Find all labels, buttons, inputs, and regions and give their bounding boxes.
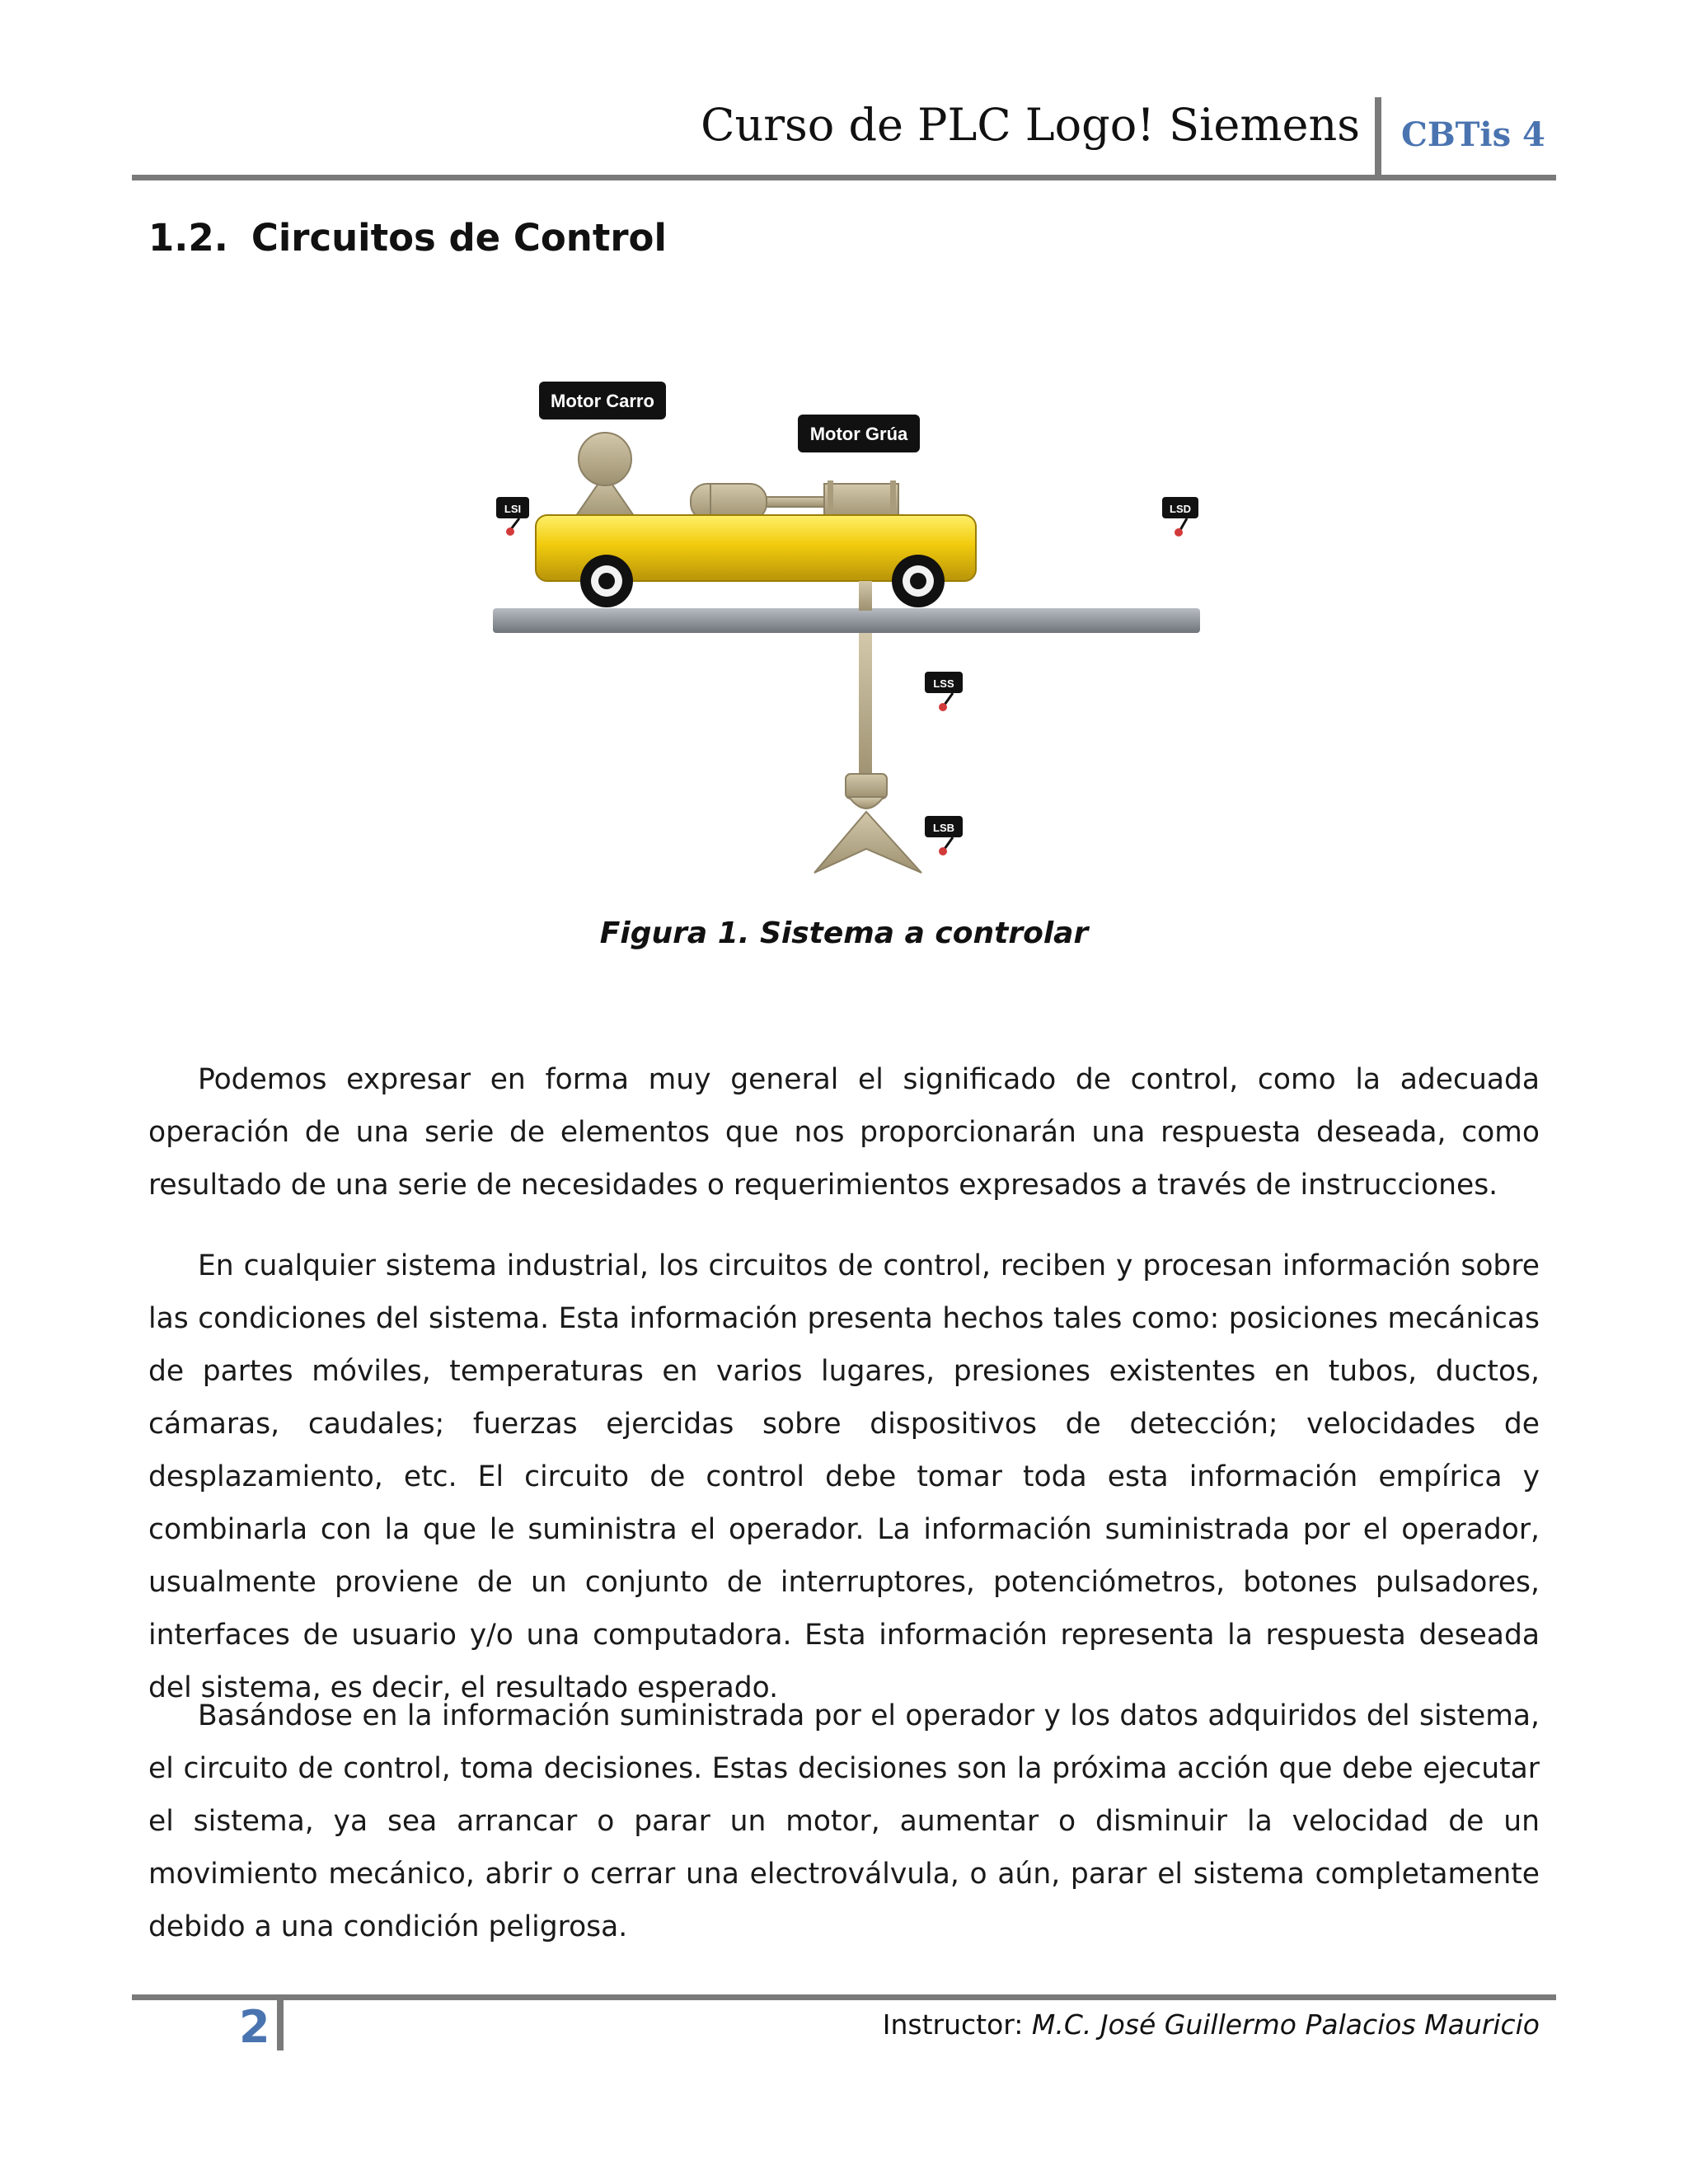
body-paragraph: Podemos expresar en forma muy general el significado de control, como la adecuada operación de una serie de elementos que nos proporcionarán una respuesta deseada, como resultado de una serie de necesidades o requerimientos expresados a través de instrucciones. [148,1063,1540,1202]
crane-diagram [486,375,1212,878]
header-title: Curso de PLC Logo! Siemens [701,99,1360,151]
motor-grua-text: Motor Grúa [809,424,908,444]
instructor-name: M.C. José Guillermo Palacios Mauricio [1031,2008,1540,2041]
figure-system-diagram [486,375,1212,878]
cart-wheel-right [892,555,945,607]
sensor-lsd [1162,497,1198,537]
header-school: CBTis 4 [1401,115,1545,154]
cart-wheel-left [580,555,633,607]
header-rule [132,175,1556,180]
section-heading [148,216,667,260]
footer-rule [132,1994,1556,2000]
body-paragraph: En cualquier sistema industrial, los circuitos de control, reciben y procesan información sobre las condiciones del sistema. Esta información presenta hechos tales como: posiciones mecánicas de partes móviles, temperaturas en varios lugares, presiones existentes en tubos, ductos, cámaras, caudales; fuerzas ejercidas sobre dispositivos de detección; velocidades de desplazamiento, etc. El circuito de control debe tomar toda esta información empírica y combinarla con la que le suministra el operador. La información suministrada por el operador, usualmente proviene de un conjunto de interruptores, potenciómetros, botones pulsadores, interfaces de usuario y/o una computadora. Esta información representa la respuesta deseada del sistema, es decir, el resultado esperado. [148,1249,1540,1704]
motor-grua-label [798,415,920,452]
motor-carro-text: Motor Carro [551,391,654,411]
section-title: Circuitos de Control [251,216,667,260]
figure-caption: Figura 1. Sistema a controlar [599,916,1089,950]
motor-carro-label [539,382,666,419]
header-divider [1375,97,1381,176]
sensor-lsb-label: LSB [933,822,954,834]
sensor-lsi-label: LSI [504,503,522,515]
sensor-lsb [925,816,963,855]
body-paragraph: Basándose en la información suministrada por el operador y los datos adquiridos del sistema, el circuito de control, toma decisiones. Estas decisiones son la próxima acción que debe ejecutar el sistema, ya sea arrancar o parar un motor, aumentar o disminuir la velocidad de un movimiento mecánico, abrir o cerrar una electroválvula, o aún, parar el sistema completamente debido a una condición peligrosa. [148,1699,1540,1943]
footer-divider [277,1994,284,2050]
rail-beam [493,608,1200,633]
crane-hook [814,774,921,873]
sensor-lsi [496,497,529,536]
sensor-lss [925,672,963,711]
motor-carro-icon [572,433,638,522]
page-number: 2 [239,2001,270,2053]
footer-instructor [883,2008,1540,2043]
instructor-label: Instructor: [882,2008,1024,2041]
sensor-lss-label: LSS [933,677,954,690]
sensor-lsd-label: LSD [1170,503,1191,515]
section-number: 1.2. [148,216,228,260]
